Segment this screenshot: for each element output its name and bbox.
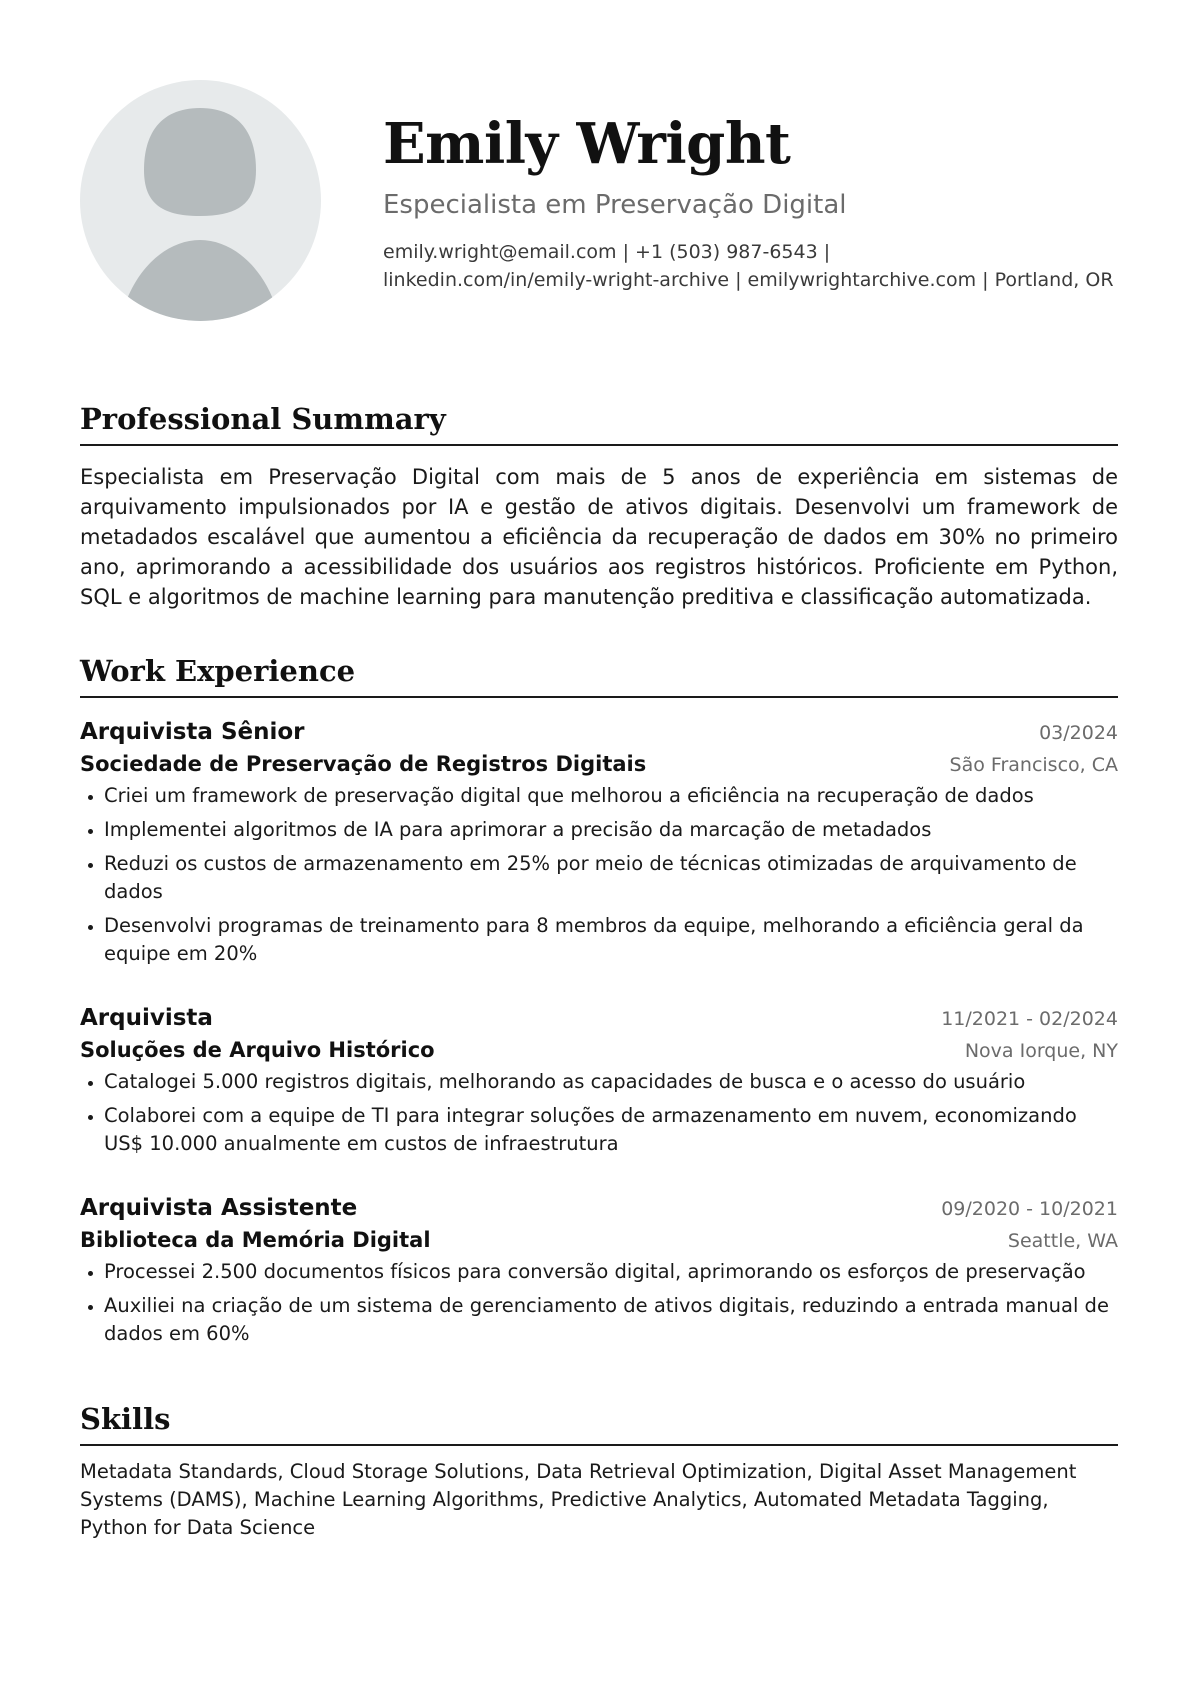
experience-section: [80, 652, 1118, 1354]
contact-website[interactable]: emilywrightarchive.com: [747, 269, 977, 291]
job-entry: [80, 716, 1118, 968]
bullet-item: Criei um framework de preservação digital que melhorou a eficiência na recuperação de dados: [80, 782, 1118, 810]
bullet-item: Desenvolvi programas de treinamento para 8 membros da equipe, melhorando a eficiência geral da equipe em 20%: [80, 912, 1118, 968]
job-entry: [80, 1002, 1118, 1158]
job-dates: 09/2020 - 10/2021: [941, 1198, 1118, 1220]
job-bullets: [80, 1068, 1118, 1158]
job-location: Seattle, WA: [1007, 1230, 1118, 1252]
contact-email[interactable]: emily.wright@email.com: [383, 241, 617, 263]
job-role: Arquivista: [80, 1005, 213, 1031]
job-location: Nova Iorque, NY: [964, 1040, 1118, 1062]
section-heading: Work Experience: [80, 652, 1118, 698]
header: [383, 108, 1123, 294]
job-entry: [80, 1192, 1118, 1348]
contact-separator: |: [622, 241, 629, 263]
user-avatar-placeholder-icon: [80, 80, 321, 321]
candidate-name: Emily Wright: [383, 111, 791, 177]
contact-location: Portland, OR: [994, 269, 1114, 291]
bullet-item: Reduzi os custos de armazenamento em 25% por meio de técnicas otimizadas de arquivamento de dados: [80, 850, 1118, 906]
job-bullets: [80, 1258, 1118, 1348]
contact-separator: |: [823, 241, 831, 263]
contact-info: [383, 238, 1123, 294]
bullet-item: Auxiliei na criação de um sistema de gerenciamento de ativos digitais, reduzindo a entrada manual de dados em 60%: [80, 1292, 1118, 1348]
summary-section: [80, 400, 1118, 612]
bullet-item: Processei 2.500 documentos físicos para conversão digital, aprimorando os esforços de preservação: [80, 1258, 1118, 1286]
job-company: Soluções de Arquivo Histórico: [80, 1038, 435, 1062]
bullet-item: Implementei algoritmos de IA para aprimorar a precisão da marcação de metadados: [80, 816, 1118, 844]
avatar: [80, 80, 321, 321]
bullet-item: Colaborei com a equipe de TI para integrar soluções de armazenamento em nuvem, economizando US$ 10.000 anualmente em custos de infraestrutura: [80, 1102, 1118, 1158]
job-location: São Francisco, CA: [949, 754, 1118, 776]
job-dates: 03/2024: [1039, 722, 1118, 744]
job-dates: 11/2021 - 02/2024: [941, 1008, 1118, 1030]
contact-linkedin[interactable]: linkedin.com/in/emily-wright-archive: [383, 269, 730, 291]
contact-separator: |: [982, 269, 989, 291]
job-role: Arquivista Sênior: [80, 719, 305, 745]
job-bullets: [80, 782, 1118, 968]
job-role: Arquivista Assistente: [80, 1195, 358, 1221]
section-heading: Skills: [80, 1400, 1118, 1446]
candidate-title: Especialista em Preservação Digital: [383, 190, 847, 220]
job-company: Biblioteca da Memória Digital: [80, 1228, 431, 1252]
section-heading: Professional Summary: [80, 400, 1118, 446]
skills-text: Metadata Standards, Cloud Storage Solutions, Data Retrieval Optimization, Digital Asset Management Systems (DAMS), Machine Learning Algorithms, Predictive Analytics, Automated Metadata Tagging, Python for Data Science: [80, 1460, 1077, 1539]
skills-section: [80, 1400, 1118, 1542]
summary-text: Especialista em Preservação Digital com mais de 5 anos de experiência em sistemas de arquivamento impulsionados por IA e gestão de ativos digitais. Desenvolvi um framework de metadados escalável que aumentou a eficiência da recuperação de dados em 30% no primeiro ano, aprimorando a acessibilidade dos usuários aos registros históricos. Proficiente em Python, SQL e algoritmos de machine learning para manutenção preditiva e classificação automatizada.: [80, 465, 1118, 609]
bullet-item: Catalogei 5.000 registros digitais, melhorando as capacidades de busca e o acesso do usuário: [80, 1068, 1118, 1096]
job-company: Sociedade de Preservação de Registros Digitais: [80, 752, 647, 776]
contact-separator: |: [735, 269, 742, 291]
contact-phone[interactable]: +1 (503) 987-6543: [635, 241, 818, 263]
